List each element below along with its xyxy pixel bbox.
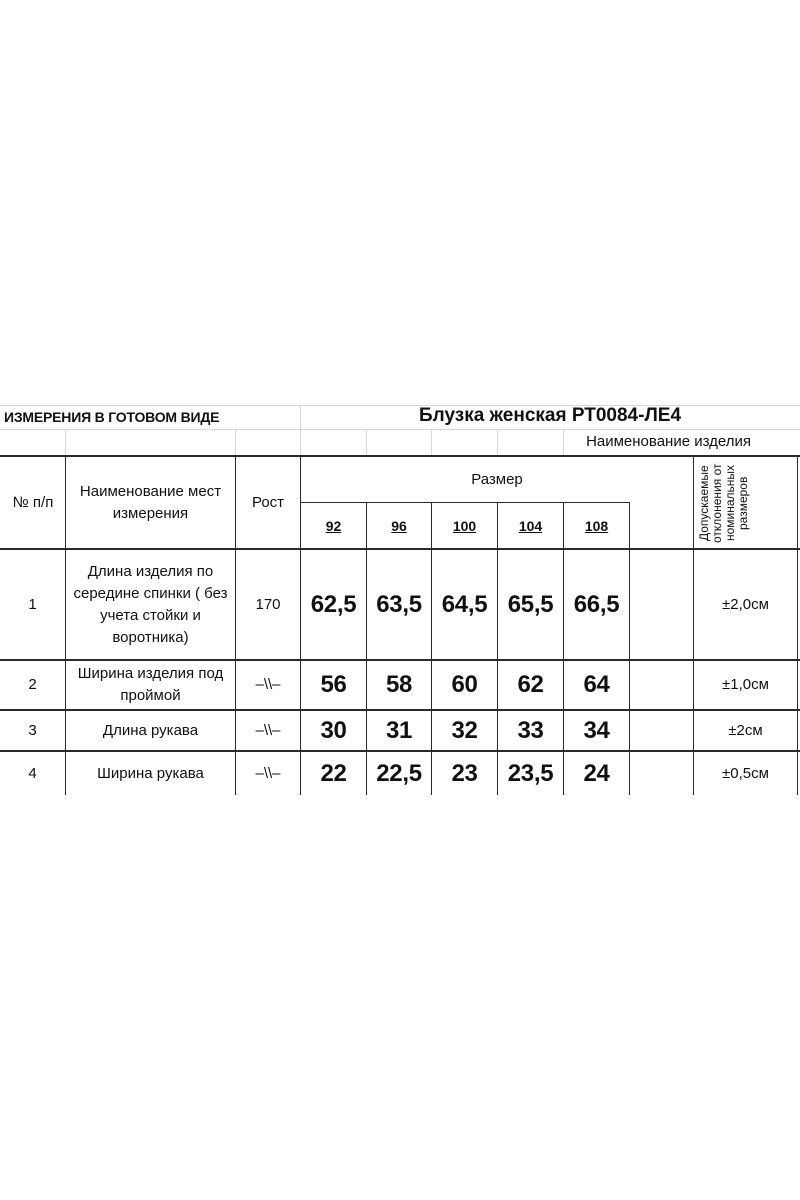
row-number: 2 xyxy=(28,676,37,693)
row-value: 64,5 xyxy=(441,590,488,618)
row-value: 63,5 xyxy=(376,590,422,618)
row-value: 31 xyxy=(385,716,413,744)
row-value: 62 xyxy=(517,671,544,698)
size-header: 92 xyxy=(325,517,342,534)
row-value: 33 xyxy=(517,716,544,744)
row-value: 23,5 xyxy=(507,759,554,787)
row-value: 24 xyxy=(583,759,610,787)
header-tolerance-cell xyxy=(694,457,797,548)
row-tolerance: ±2,0см xyxy=(722,595,769,613)
row-value: 60 xyxy=(451,671,478,698)
row-value: 32 xyxy=(451,716,478,744)
row-number: 1 xyxy=(28,595,37,613)
row-value: 56 xyxy=(320,671,347,698)
row-height: 170 xyxy=(255,595,281,613)
row-number: 4 xyxy=(28,764,37,782)
row-measure-name: Длина рукава xyxy=(102,721,199,739)
row-value: 22,5 xyxy=(376,759,422,787)
product-caption: Наименование изделия xyxy=(586,433,751,450)
row-value: 34 xyxy=(583,716,610,744)
size-header: 108 xyxy=(584,517,609,534)
row-measure-name: Ширина рукава xyxy=(97,764,204,782)
size-header: 96 xyxy=(391,517,407,534)
size-header: 100 xyxy=(452,517,477,534)
row-height: –\\– xyxy=(255,676,281,693)
row-tolerance: ±2см xyxy=(728,721,763,739)
row-value: 64 xyxy=(583,671,610,698)
header-tolerance: Допускаемые отклонения от номинальных размеров xyxy=(696,462,750,543)
header-measure-place: Наименование мест измерения xyxy=(79,482,222,522)
row-value: 62,5 xyxy=(310,590,357,618)
row-value: 23 xyxy=(451,759,478,787)
size-header: 104 xyxy=(518,517,543,534)
table-title: ИЗМЕРЕНИЯ В ГОТОВОМ ВИДЕ xyxy=(4,409,220,425)
row-value: 58 xyxy=(385,671,413,698)
row-tolerance: ±1,0см xyxy=(722,676,769,693)
header-size-group: Размер xyxy=(471,470,523,488)
row-height: –\\– xyxy=(255,764,281,782)
row-measure-name: Длина изделия по середине спинки ( без учета стойки и воротника) xyxy=(73,562,228,646)
row-value: 66,5 xyxy=(573,590,620,618)
row-value: 30 xyxy=(320,716,347,744)
row-height: –\\– xyxy=(255,721,281,739)
row-value: 22 xyxy=(320,759,347,787)
row-tolerance: ±0,5см xyxy=(722,764,769,782)
row-measure-name: Ширина изделия под проймой xyxy=(77,665,224,704)
row-value: 65,5 xyxy=(507,590,554,618)
row-number: 3 xyxy=(28,721,37,739)
header-number: № п/п xyxy=(12,493,54,511)
product-name: Блузка женская РТ0084-ЛЕ4 xyxy=(418,405,682,426)
header-height: Рост xyxy=(251,493,285,511)
